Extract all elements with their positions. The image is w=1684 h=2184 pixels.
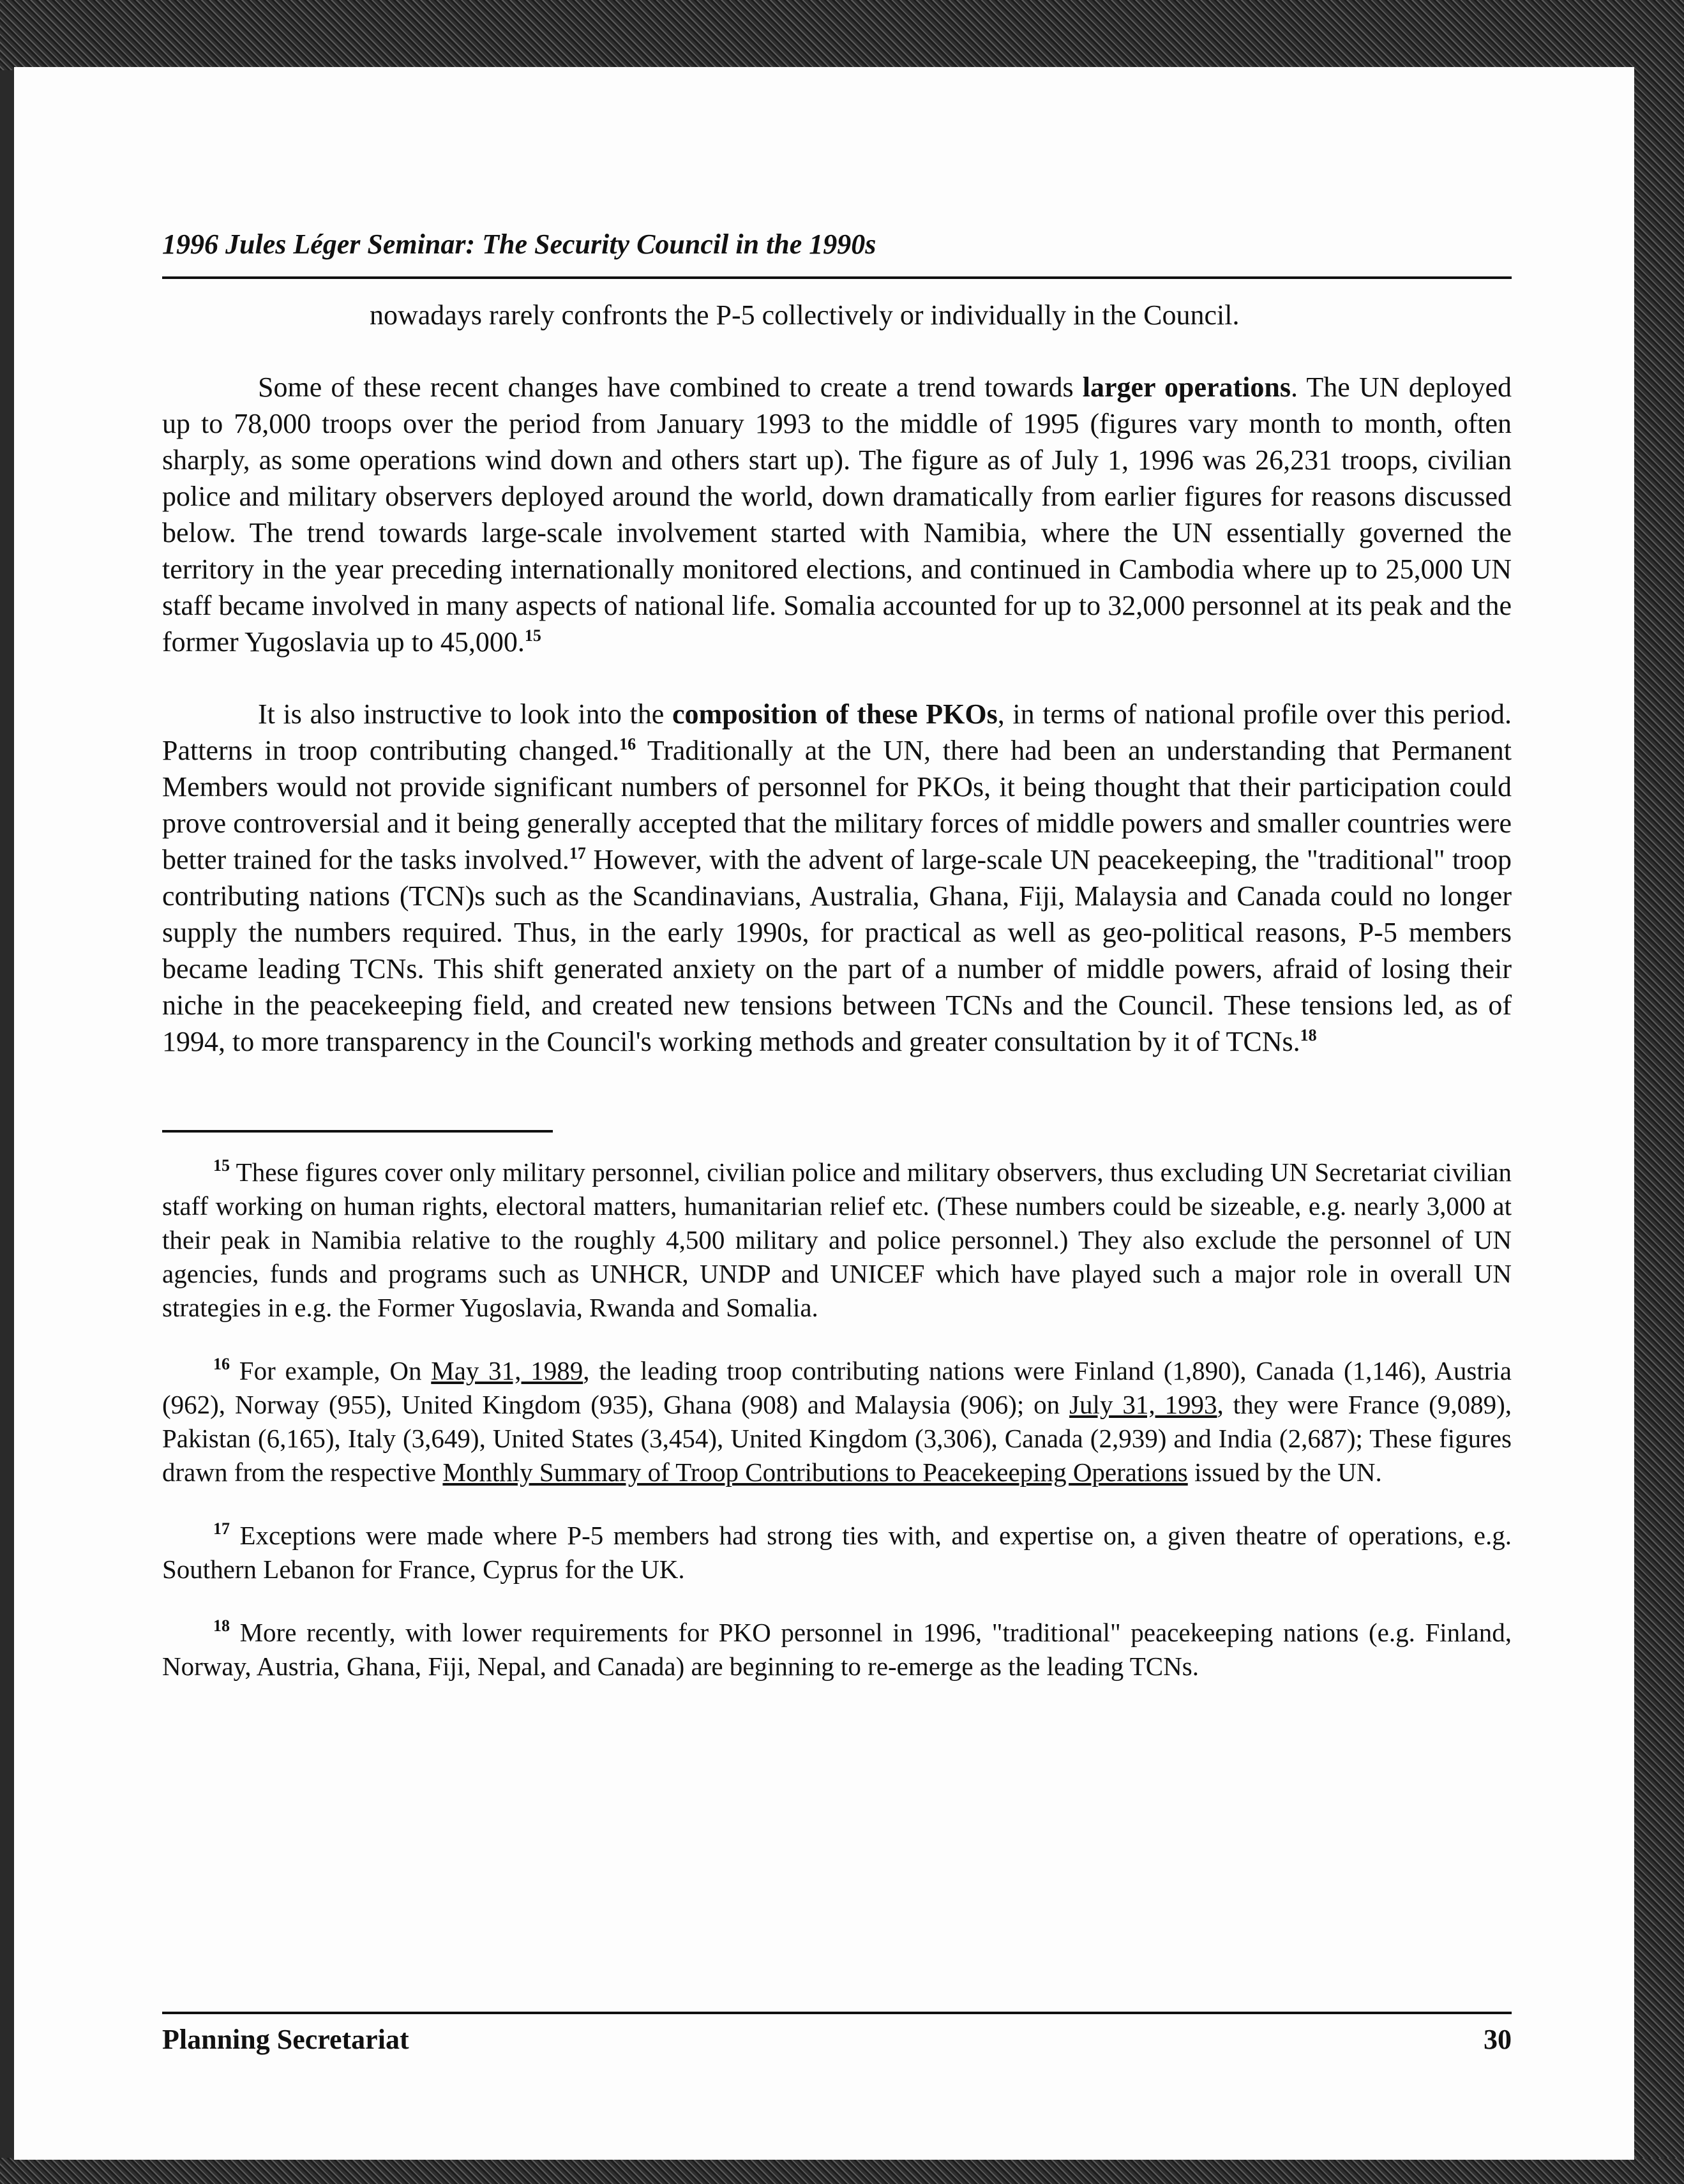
paragraph-text: . The UN deployed up to 78,000 troops over the period from January 1993 to the middle of 1995 (figures vary month to month, often sharply, as some operations wind down and others start up). The figure as of July 1, 1996 was 26,231 troops, civilian police and military observers deployed around the world, down dramatically from earlier figures for reasons discussed below. The trend towards large-scale involvement started with Namibia, where the UN essentially governed the territory in the year preceding internationally monitored elections, and continued in Cambodia where up to 25,000 UN staff became involved in many aspects of national life. Somalia accounted for up to 32,000 personnel at its peak and the former Yugoslavia up to 45,000. [162, 372, 1512, 658]
footer-label: Planning Secretariat [162, 2024, 409, 2055]
footnote-ref: 18 [1300, 1026, 1317, 1044]
footnote-15 [162, 1156, 1512, 1325]
footnote-ref: 17 [569, 844, 586, 862]
footnote-text: More recently, with lower requirements for PKO personnel in 1996, "traditional" peacekeeping nations (e.g. Finland, Norway, Austria, Ghana, Fiji, Nepal, and Canada) are beginning to re-emerge as the leading TCNs. [162, 1618, 1512, 1681]
page-number: 30 [1484, 2024, 1512, 2055]
footnote-18 [162, 1616, 1512, 1683]
footnote-text: For example, On [230, 1356, 432, 1385]
paragraph-text: However, with the advent of large-scale UN peacekeeping, the "traditional" troop contributing nations (TCN)s such as the Scandinavians, Australia, Ghana, Fiji, Malaysia and Canada could no longer supply the numbers required. Thus, in the early 1990s, for practical as well as geo-political reasons, P-5 members became leading TCNs. This shift generated anxiety on the part of a number of middle powers, afraid of losing their niche in the peacekeeping field, and created new tensions between TCNs and the Council. These tensions led, as of 1994, to more transparency in the Council's working methods and greater consultation by it of TCNs. [162, 844, 1512, 1057]
underlined-source-title: Monthly Summary of Troop Contributions to Peacekeeping Operations [442, 1457, 1188, 1487]
footnote-ref: 16 [619, 735, 636, 753]
bold-term: larger operations [1082, 372, 1291, 403]
continued-paragraph: nowadays rarely confronts the P-5 collectively or individually in the Council. [370, 299, 1240, 331]
footnote-number: 15 [213, 1156, 230, 1175]
footnote-17 [162, 1519, 1512, 1586]
footnote-number: 16 [213, 1355, 230, 1373]
bold-term: composition of these PKOs [672, 698, 998, 730]
footnote-number: 17 [213, 1519, 230, 1538]
underlined-date: May 31, 1989 [431, 1356, 583, 1385]
footnote-text: These figures cover only military personnel, civilian police and military observers, thus excluding UN Secretariat civilian staff working on human rights, electoral matters, humanitarian relief etc. (These numbers could be sizeable, e.g. nearly 3,000 at their peak in Namibia relative to the roughly 4,500 military and police personnel.) They also exclude the personnel of UN agencies, funds and programs such as UNHCR, UNDP and UNICEF which have played such a major role in overall UN strategies in e.g. the Former Yugoslavia, Rwanda and Somalia. [162, 1157, 1512, 1322]
paragraph-larger-operations [162, 369, 1512, 660]
paragraph-text: Traditionally at the UN, there had been an understanding that Permanent Members would not provide significant numbers of personnel for PKOs, it being thought that their participation could prove controversial and it being generally accepted that the military forces of middle powers and smaller countries were better trained for the tasks involved. [162, 735, 1512, 875]
footnote-16 [162, 1354, 1512, 1489]
scan-border-bottom [0, 2158, 1684, 2184]
scan-border-top [0, 0, 1684, 70]
footnote-text: , the leading troop contributing nations were Finland (1,890), Canada (1,146), Austria (962), Norway (955), United Kingdom (935), Ghana (908) and Malaysia (906); on [162, 1356, 1512, 1419]
document-page [14, 67, 1634, 2160]
paragraph-text: Some of these recent changes have combined to create a trend towards [258, 372, 1083, 403]
underlined-date: July 31, 1993 [1069, 1390, 1217, 1419]
footnote-text: Exceptions were made where P-5 members had strong ties with, and expertise on, a given theatre of operations, e.g. Southern Lebanon for France, Cyprus for the UK. [162, 1521, 1512, 1584]
paragraph-composition [162, 696, 1512, 1060]
paragraph-text: , in terms of national profile over this period. Patterns in troop contributing changed. [162, 698, 1512, 766]
paragraph-text: It is also instructive to look into the [258, 698, 672, 730]
footnote-text: , they were France (9,089), Pakistan (6,165), Italy (3,649), United States (3,454), United Kingdom (3,306), Canada (2,939) and India (2,687); These figures drawn from the respective [162, 1390, 1512, 1487]
footnote-text: issued by the UN. [1187, 1457, 1382, 1487]
page-content [162, 227, 1512, 1683]
page-footer [162, 2012, 1512, 2058]
scan-border-right [1634, 0, 1684, 2184]
footnote-separator [162, 1130, 553, 1133]
running-header: 1996 Jules Léger Seminar: The Security Council in the 1990s [162, 227, 1512, 279]
footnote-ref: 15 [524, 626, 541, 645]
footnote-number: 18 [213, 1616, 230, 1635]
